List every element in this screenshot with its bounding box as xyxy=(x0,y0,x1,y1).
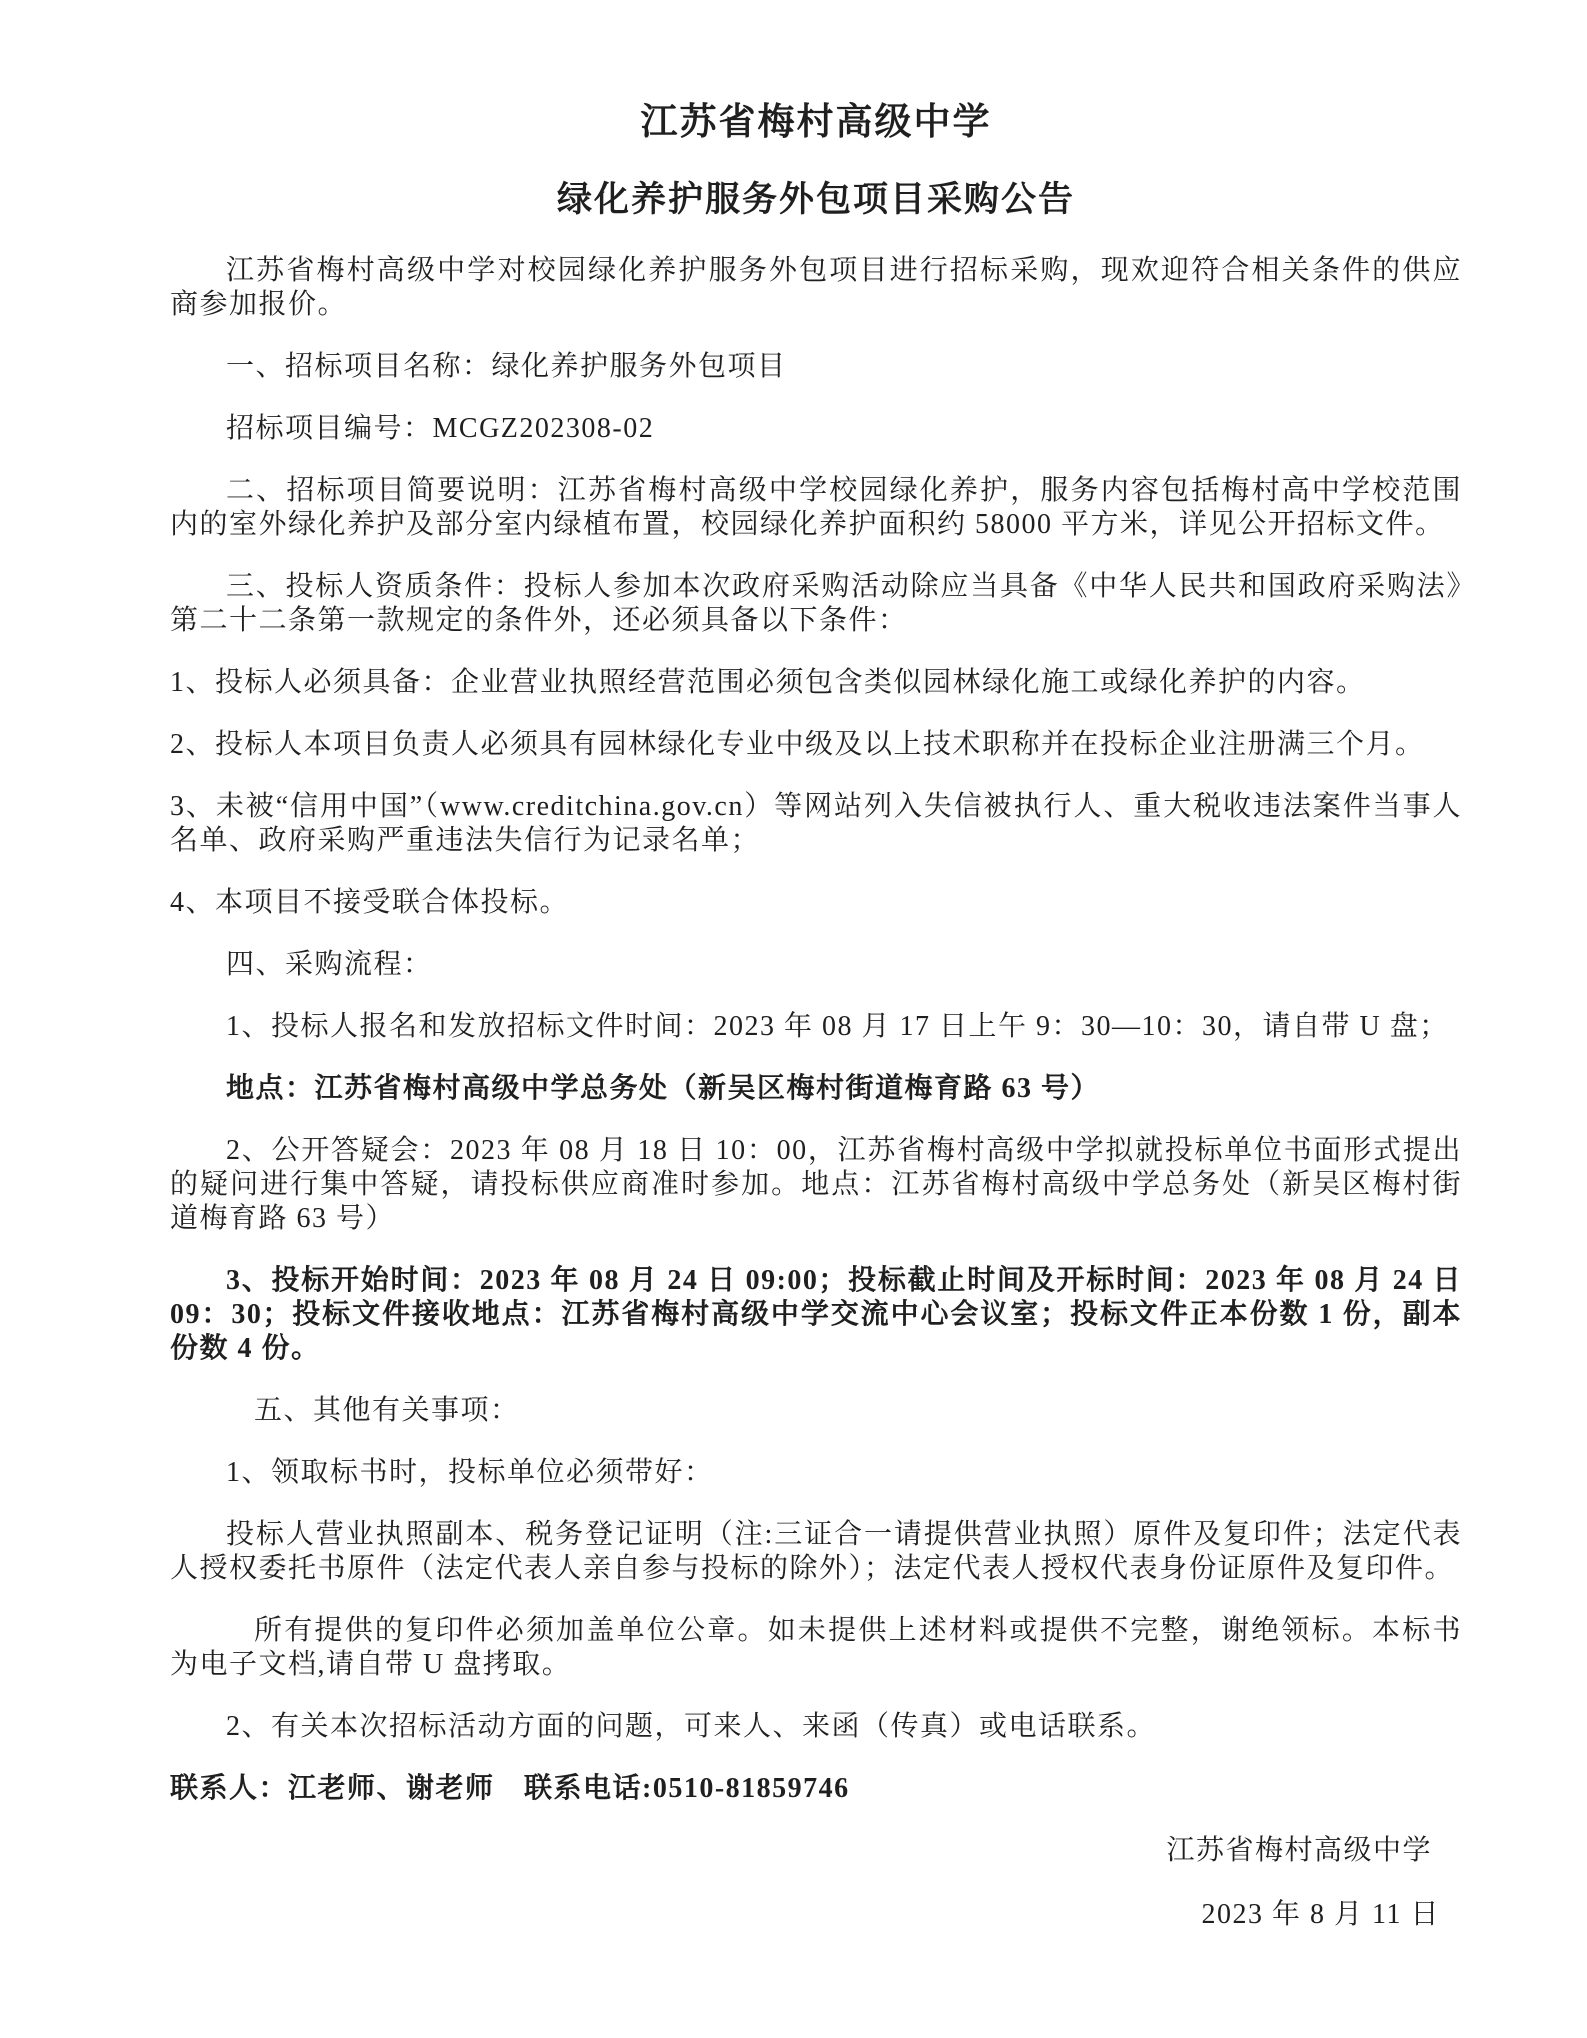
qualification-item-4: 4、本项目不接受联合体投标。 xyxy=(170,887,570,918)
section5-other: 五、其他有关事项： xyxy=(254,1395,520,1426)
qualification-item-3: 3、未被“信用中国”（www.creditchina.gov.cn）等网站列入失信被执行人、重大税收违法案件当事人名单、政府采购严重违法失信行为记录名单； xyxy=(170,791,1462,856)
section4-process: 四、采购流程： xyxy=(226,949,433,980)
section1-project-name: 一、招标项目名称：绿化养护服务外包项目 xyxy=(226,351,787,382)
process-item-3: 3、投标开始时间：2023 年 08 月 24 日 09:00；投标截止时间及开标时间：2023 年 08 月 24 日 09：30；投标文件接收地点：江苏省梅村高级中学交流中心会议室；投标文件正本份数 1 份，副本份数 4 份。 xyxy=(170,1265,1462,1364)
other-item-1: 1、领取标书时，投标单位必须带好： xyxy=(226,1457,714,1488)
signature-org: 江苏省梅村高级中学 xyxy=(1166,1835,1432,1866)
process-item-1-location: 地点：江苏省梅村高级中学总务处（新吴区梅村街道梅育路 63 号） xyxy=(226,1073,1101,1104)
page-subtitle: 绿化养护服务外包项目采购公告 xyxy=(556,180,1075,219)
section2-brief: 二、招标项目简要说明：江苏省梅村高级中学校园绿化养护，服务内容包括梅村高中学校范围内的室外绿化养护及部分室内绿植布置，校园绿化养护面积约 58000 平方米，详见公开招标文件。 xyxy=(170,475,1462,540)
process-item-2: 2、公开答疑会：2023 年 08 月 18 日 10：00，江苏省梅村高级中学拟就投标单位书面形式提出的疑问进行集中答疑，请投标供应商准时参加。地点：江苏省梅村高级中学总务处（新吴区梅村街道梅育路 63 号） xyxy=(170,1135,1462,1234)
section3-qualification-intro: 三、投标人资质条件：投标人参加本次政府采购活动除应当具备《中华人民共和国政府采购法》第二十二条第一款规定的条件外，还必须具备以下条件： xyxy=(170,571,1462,636)
process-item-1: 1、投标人报名和发放招标文件时间：2023 年 08 月 17 日上午 9：30—10：30，请自带 U 盘； xyxy=(226,1011,1449,1042)
intro-paragraph: 江苏省梅村高级中学对校园绿化养护服务外包项目进行招标采购，现欢迎符合相关条件的供应商参加报价。 xyxy=(170,255,1462,320)
other-item-1-documents: 投标人营业执照副本、税务登记证明（注:三证合一请提供营业执照）原件及复印件；法定代表人授权委托书原件（法定代表人亲自参与投标的除外）；法定代表人授权代表身份证原件及复印件。 xyxy=(170,1519,1462,1584)
signature-date: 2023 年 8 月 11 日 xyxy=(1201,1899,1440,1930)
section1-project-code: 招标项目编号：MCGZ202308-02 xyxy=(226,413,655,444)
qualification-item-2: 2、投标人本项目负责人必须具有园林绿化专业中级及以上技术职称并在投标企业注册满三个月。 xyxy=(170,729,1425,760)
other-item-1-note: 所有提供的复印件必须加盖单位公章。如未提供上述材料或提供不完整，谢绝领标。本标书为电子文档,请自带 U 盘拷取。 xyxy=(170,1615,1462,1680)
contact-line: 联系人：江老师、谢老师 联系电话:0510-81859746 xyxy=(170,1773,850,1804)
qualification-item-1: 1、投标人必须具备：企业营业执照经营范围必须包含类似园林绿化施工或绿化养护的内容。 xyxy=(170,667,1366,698)
other-item-2: 2、有关本次招标活动方面的问题，可来人、来函（传真）或电话联系。 xyxy=(226,1711,1157,1742)
page-title: 江苏省梅村高级中学 xyxy=(640,102,992,143)
